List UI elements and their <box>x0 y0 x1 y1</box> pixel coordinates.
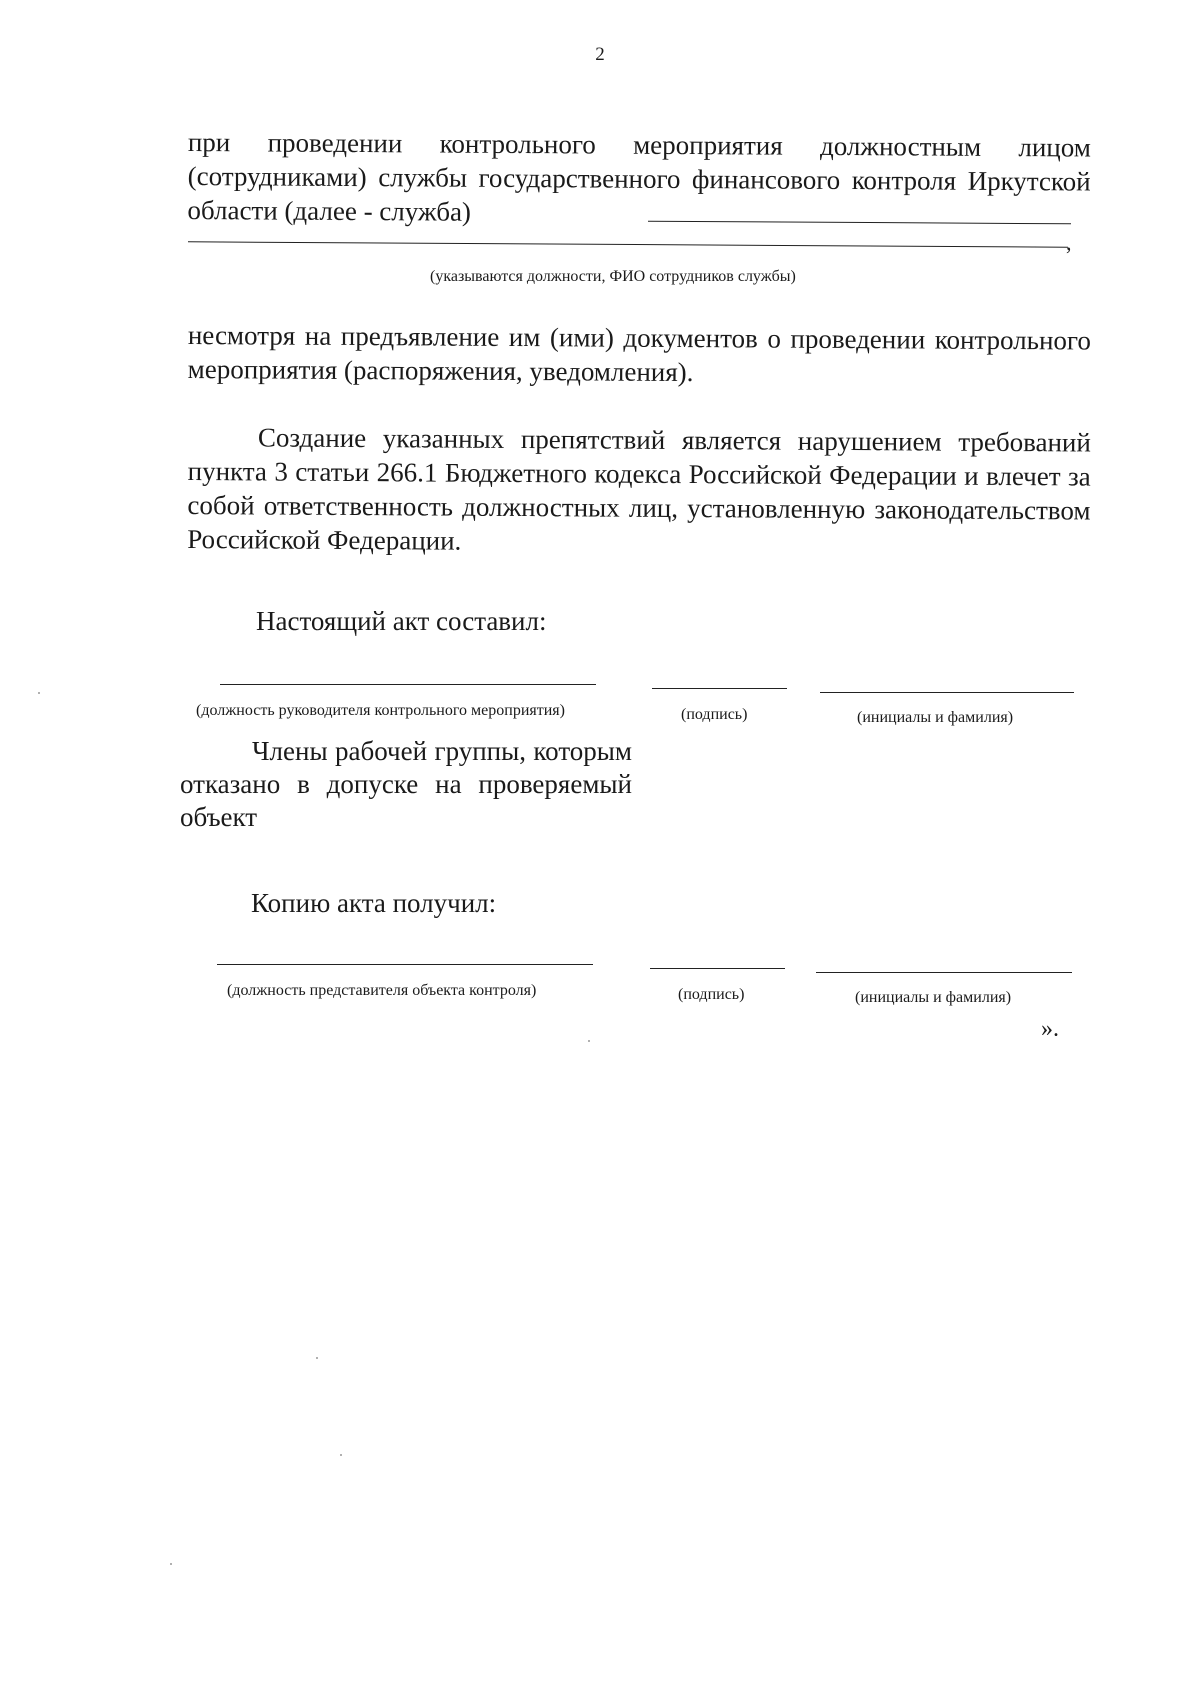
paragraph-violation: Создание указанных препятствий является нарушением требований пункта 3 статьи 266.1 Бюджетного кодекса Российской Федерации и влечет за собой ответственность должностных лиц, установленную законодательством Российской Федерации. <box>187 422 1091 556</box>
page-number: 2 <box>595 44 605 65</box>
copy-position-line <box>217 964 593 965</box>
paragraph-intro: при проведении контрольного мероприятия должностным лицом (сотрудниками) службы государственного финансового контроля Иркутской области (далее - служба) <box>187 126 1091 227</box>
copy-signature-caption: (подпись) <box>678 986 745 1003</box>
copy-signature-line <box>650 968 785 969</box>
copy-name-line <box>816 972 1072 973</box>
compiled-signature-line <box>652 688 787 689</box>
closing-quote-mark: ». <box>1041 1016 1059 1042</box>
caption-staff: (указываются должности, ФИО сотрудников службы) <box>430 268 796 285</box>
scan-speck <box>170 1563 172 1565</box>
line-comma: , <box>1066 230 1072 255</box>
scan-speck <box>588 1040 590 1042</box>
scan-speck <box>340 1454 342 1456</box>
compiled-position-line <box>220 684 596 685</box>
compiled-by-heading: Настоящий акт составил: <box>256 606 547 636</box>
compiled-position-caption: (должность руководителя контрольного мероприятия) <box>196 702 565 719</box>
paragraph-documents: несмотря на предъявление им (ими) документов о проведении контрольного мероприятия (распоряжения, уведомления). <box>187 319 1091 388</box>
members-denied-text: Члены рабочей группы, которым отказано в допуске на проверяемый объект <box>180 736 632 832</box>
scan-speck <box>38 692 40 694</box>
copy-position-caption: (должность представителя объекта контроля) <box>227 982 537 999</box>
compiled-signature-caption: (подпись) <box>681 706 748 723</box>
copy-name-caption: (инициалы и фамилия) <box>855 989 1012 1006</box>
copy-received-heading: Копию акта получил: <box>251 888 497 918</box>
compiled-name-line <box>820 692 1074 693</box>
scan-speck <box>316 1357 318 1359</box>
compiled-name-caption: (инициалы и фамилия) <box>857 709 1014 726</box>
blank-line-staff <box>188 241 1068 247</box>
